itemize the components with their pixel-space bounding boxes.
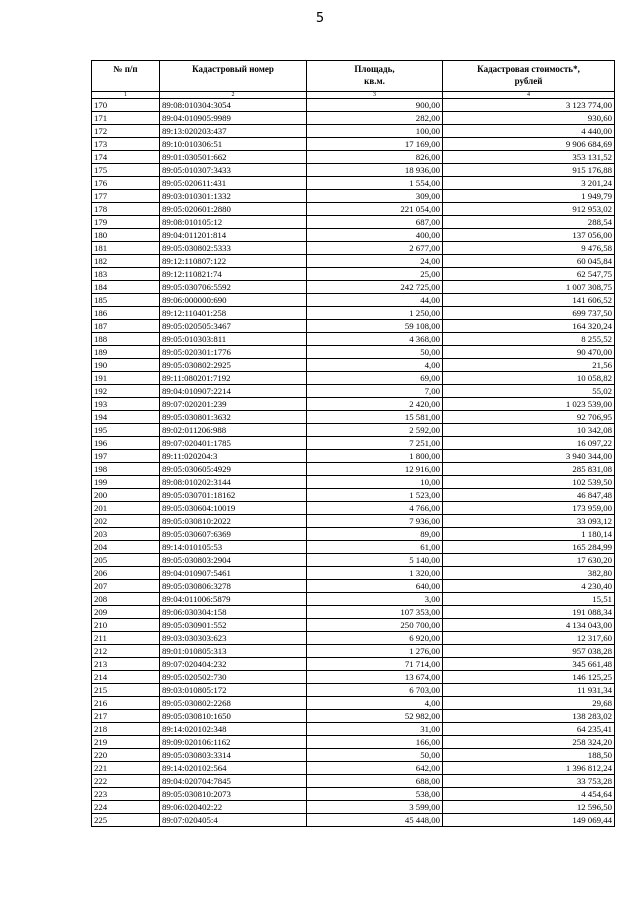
cost-value: 382,80 xyxy=(443,567,615,580)
row-number: 218 xyxy=(92,723,160,736)
table-header-row xyxy=(92,61,615,92)
cost-value: 957 038,28 xyxy=(443,645,615,658)
row-number: 223 xyxy=(92,788,160,801)
area-value: 25,00 xyxy=(307,268,443,281)
row-number: 212 xyxy=(92,645,160,658)
row-number: 209 xyxy=(92,606,160,619)
row-number: 203 xyxy=(92,528,160,541)
kadastr-number: 89:08:010105:12 xyxy=(160,216,307,229)
cost-value: 1 949,79 xyxy=(443,190,615,203)
cost-value: 258 324,20 xyxy=(443,736,615,749)
area-value: 44,00 xyxy=(307,294,443,307)
cost-value: 33 753,28 xyxy=(443,775,615,788)
area-value: 2 677,00 xyxy=(307,242,443,255)
area-value: 1 523,00 xyxy=(307,489,443,502)
kadastr-number: 89:05:030607:6369 xyxy=(160,528,307,541)
table-row xyxy=(92,684,615,697)
table-row xyxy=(92,307,615,320)
table-row xyxy=(92,528,615,541)
area-value: 3 599,00 xyxy=(307,801,443,814)
column-number: 1 xyxy=(92,92,160,99)
area-value: 6 703,00 xyxy=(307,684,443,697)
row-number: 171 xyxy=(92,112,160,125)
table-row xyxy=(92,762,615,775)
area-value: 13 674,00 xyxy=(307,671,443,684)
row-number: 224 xyxy=(92,801,160,814)
table-body xyxy=(92,99,615,827)
cost-value: 55,02 xyxy=(443,385,615,398)
table-row xyxy=(92,346,615,359)
cost-value: 288,54 xyxy=(443,216,615,229)
kadastr-number: 89:05:020601:2880 xyxy=(160,203,307,216)
row-number: 214 xyxy=(92,671,160,684)
row-number: 210 xyxy=(92,619,160,632)
kadastr-number: 89:05:030701:18162 xyxy=(160,489,307,502)
area-value: 6 920,00 xyxy=(307,632,443,645)
cost-value: 4 440,00 xyxy=(443,125,615,138)
row-number: 170 xyxy=(92,99,160,112)
kadastr-number: 89:04:010907:5461 xyxy=(160,567,307,580)
row-number: 185 xyxy=(92,294,160,307)
kadastr-number: 89:05:010307:3433 xyxy=(160,164,307,177)
table-row xyxy=(92,281,615,294)
area-value: 1 320,00 xyxy=(307,567,443,580)
kadastr-number: 89:02:011206:988 xyxy=(160,424,307,437)
area-value: 166,00 xyxy=(307,736,443,749)
table-row xyxy=(92,242,615,255)
row-number: 215 xyxy=(92,684,160,697)
kadastr-number: 89:14:020102:564 xyxy=(160,762,307,775)
area-value: 826,00 xyxy=(307,151,443,164)
table-row xyxy=(92,632,615,645)
table-row xyxy=(92,619,615,632)
kadastr-number: 89:11:080201:7192 xyxy=(160,372,307,385)
kadastr-number: 89:05:030802:2925 xyxy=(160,359,307,372)
kadastr-number: 89:14:010105:53 xyxy=(160,541,307,554)
kadastr-number: 89:06:000000:690 xyxy=(160,294,307,307)
cost-value: 164 320,24 xyxy=(443,320,615,333)
cost-value: 138 283,02 xyxy=(443,710,615,723)
table-row xyxy=(92,437,615,450)
cost-value: 699 737,50 xyxy=(443,307,615,320)
kadastr-number: 89:10:010306:51 xyxy=(160,138,307,151)
area-value: 242 725,00 xyxy=(307,281,443,294)
row-number: 205 xyxy=(92,554,160,567)
area-value: 50,00 xyxy=(307,346,443,359)
table-row xyxy=(92,736,615,749)
cost-value: 16 097,22 xyxy=(443,437,615,450)
row-number: 172 xyxy=(92,125,160,138)
cost-value: 137 056,00 xyxy=(443,229,615,242)
area-value: 642,00 xyxy=(307,762,443,775)
kadastr-number: 89:09:020106:1162 xyxy=(160,736,307,749)
row-number: 191 xyxy=(92,372,160,385)
table-row xyxy=(92,450,615,463)
cost-value: 285 831,08 xyxy=(443,463,615,476)
kadastr-number: 89:05:010303:811 xyxy=(160,333,307,346)
row-number: 200 xyxy=(92,489,160,502)
area-value: 640,00 xyxy=(307,580,443,593)
table-row xyxy=(92,476,615,489)
area-value: 4,00 xyxy=(307,359,443,372)
table-row xyxy=(92,190,615,203)
column-number-row xyxy=(92,92,615,99)
kadastr-number: 89:05:030901:552 xyxy=(160,619,307,632)
kadastr-number: 89:08:010304:3054 xyxy=(160,99,307,112)
row-number: 182 xyxy=(92,255,160,268)
table-row xyxy=(92,814,615,827)
area-value: 3,00 xyxy=(307,593,443,606)
table-row xyxy=(92,359,615,372)
row-number: 175 xyxy=(92,164,160,177)
cost-value: 353 131,52 xyxy=(443,151,615,164)
row-number: 188 xyxy=(92,333,160,346)
kadastr-number: 89:07:020201:239 xyxy=(160,398,307,411)
area-value: 1 554,00 xyxy=(307,177,443,190)
kadastr-number: 89:04:020704:7845 xyxy=(160,775,307,788)
kadastr-number: 89:01:030501:662 xyxy=(160,151,307,164)
cost-value: 92 706,95 xyxy=(443,411,615,424)
cost-value: 4 134 043,00 xyxy=(443,619,615,632)
cost-value: 21,56 xyxy=(443,359,615,372)
kadastr-number: 89:12:110821:74 xyxy=(160,268,307,281)
kadastr-number: 89:05:030803:2904 xyxy=(160,554,307,567)
table-row xyxy=(92,99,615,112)
cost-value: 915 176,88 xyxy=(443,164,615,177)
cost-value: 3 123 774,00 xyxy=(443,99,615,112)
table-row xyxy=(92,645,615,658)
row-number: 217 xyxy=(92,710,160,723)
cost-value: 149 069,44 xyxy=(443,814,615,827)
row-number: 181 xyxy=(92,242,160,255)
area-value: 2 592,00 xyxy=(307,424,443,437)
cost-value: 46 847,48 xyxy=(443,489,615,502)
kadastr-number: 89:13:020203:437 xyxy=(160,125,307,138)
table-row xyxy=(92,671,615,684)
row-number: 221 xyxy=(92,762,160,775)
table-row xyxy=(92,801,615,814)
kadastr-number: 89:04:011006:5879 xyxy=(160,593,307,606)
row-number: 199 xyxy=(92,476,160,489)
table-row xyxy=(92,294,615,307)
cadastral-table xyxy=(91,60,615,827)
row-number: 176 xyxy=(92,177,160,190)
column-number: 4 xyxy=(443,92,615,99)
cost-value: 1 023 539,00 xyxy=(443,398,615,411)
kadastr-number: 89:06:020402:22 xyxy=(160,801,307,814)
cost-value: 173 959,00 xyxy=(443,502,615,515)
cost-value: 345 661,48 xyxy=(443,658,615,671)
kadastr-number: 89:03:010301:1332 xyxy=(160,190,307,203)
cost-value: 3 201,24 xyxy=(443,177,615,190)
table-row xyxy=(92,515,615,528)
row-number: 213 xyxy=(92,658,160,671)
area-value: 1 250,00 xyxy=(307,307,443,320)
row-number: 208 xyxy=(92,593,160,606)
kadastr-number: 89:12:110401:258 xyxy=(160,307,307,320)
row-number: 198 xyxy=(92,463,160,476)
kadastr-number: 89:11:020204:3 xyxy=(160,450,307,463)
row-number: 189 xyxy=(92,346,160,359)
cost-value: 17 630,20 xyxy=(443,554,615,567)
row-number: 173 xyxy=(92,138,160,151)
kadastr-number: 89:07:020404:232 xyxy=(160,658,307,671)
area-value: 4,00 xyxy=(307,697,443,710)
table-row xyxy=(92,372,615,385)
area-value: 71 714,00 xyxy=(307,658,443,671)
kadastr-number: 89:05:030604:10019 xyxy=(160,502,307,515)
table-row xyxy=(92,125,615,138)
table-row xyxy=(92,710,615,723)
kadastr-number: 89:05:030810:2073 xyxy=(160,788,307,801)
table-row xyxy=(92,567,615,580)
area-value: 59 108,00 xyxy=(307,320,443,333)
row-number: 190 xyxy=(92,359,160,372)
area-value: 4 766,00 xyxy=(307,502,443,515)
header-cost: Кадастровая стоимость*, рублей xyxy=(443,61,615,92)
area-value: 400,00 xyxy=(307,229,443,242)
cost-value: 9 476,58 xyxy=(443,242,615,255)
area-value: 107 353,00 xyxy=(307,606,443,619)
cost-value: 146 125,25 xyxy=(443,671,615,684)
kadastr-number: 89:05:020301:1776 xyxy=(160,346,307,359)
table-row xyxy=(92,606,615,619)
row-number: 220 xyxy=(92,749,160,762)
row-number: 183 xyxy=(92,268,160,281)
kadastr-number: 89:01:010805:313 xyxy=(160,645,307,658)
table-row xyxy=(92,749,615,762)
kadastr-number: 89:07:020405:4 xyxy=(160,814,307,827)
table-row xyxy=(92,489,615,502)
row-number: 206 xyxy=(92,567,160,580)
table-row xyxy=(92,320,615,333)
cost-value: 29,68 xyxy=(443,697,615,710)
table-row xyxy=(92,138,615,151)
table-row xyxy=(92,164,615,177)
kadastr-number: 89:05:020611:431 xyxy=(160,177,307,190)
column-number: 3 xyxy=(307,92,443,99)
cost-value: 3 940 344,00 xyxy=(443,450,615,463)
table-row xyxy=(92,788,615,801)
table-row xyxy=(92,697,615,710)
cost-value: 1 396 812,24 xyxy=(443,762,615,775)
area-value: 7,00 xyxy=(307,385,443,398)
kadastr-number: 89:05:030802:2268 xyxy=(160,697,307,710)
cost-value: 1 007 308,75 xyxy=(443,281,615,294)
kadastr-number: 89:05:030605:4929 xyxy=(160,463,307,476)
row-number: 179 xyxy=(92,216,160,229)
row-number: 222 xyxy=(92,775,160,788)
cost-value: 4 230,40 xyxy=(443,580,615,593)
cost-value: 60 045,84 xyxy=(443,255,615,268)
area-value: 17 169,00 xyxy=(307,138,443,151)
table-row xyxy=(92,112,615,125)
table-row xyxy=(92,658,615,671)
cost-value: 90 470,00 xyxy=(443,346,615,359)
kadastr-number: 89:05:030806:3278 xyxy=(160,580,307,593)
area-value: 900,00 xyxy=(307,99,443,112)
kadastr-number: 89:04:010907:2214 xyxy=(160,385,307,398)
table-row xyxy=(92,385,615,398)
row-number: 196 xyxy=(92,437,160,450)
area-value: 1 800,00 xyxy=(307,450,443,463)
area-value: 5 140,00 xyxy=(307,554,443,567)
row-number: 186 xyxy=(92,307,160,320)
table-row xyxy=(92,255,615,268)
row-number: 201 xyxy=(92,502,160,515)
table-row xyxy=(92,463,615,476)
cost-value: 10 342,08 xyxy=(443,424,615,437)
kadastr-number: 89:08:010202:3144 xyxy=(160,476,307,489)
area-value: 31,00 xyxy=(307,723,443,736)
area-value: 52 982,00 xyxy=(307,710,443,723)
area-value: 538,00 xyxy=(307,788,443,801)
table-row xyxy=(92,502,615,515)
cost-value: 930,60 xyxy=(443,112,615,125)
kadastr-number: 89:05:030802:5333 xyxy=(160,242,307,255)
row-number: 193 xyxy=(92,398,160,411)
cost-value: 141 606,52 xyxy=(443,294,615,307)
row-number: 211 xyxy=(92,632,160,645)
table-row xyxy=(92,398,615,411)
kadastr-number: 89:03:030303:623 xyxy=(160,632,307,645)
row-number: 195 xyxy=(92,424,160,437)
area-value: 2 420,00 xyxy=(307,398,443,411)
table-row xyxy=(92,177,615,190)
area-value: 221 054,00 xyxy=(307,203,443,216)
area-value: 688,00 xyxy=(307,775,443,788)
area-value: 18 936,00 xyxy=(307,164,443,177)
kadastr-number: 89:05:030810:2022 xyxy=(160,515,307,528)
row-number: 204 xyxy=(92,541,160,554)
cost-value: 15,51 xyxy=(443,593,615,606)
cost-value: 64 235,41 xyxy=(443,723,615,736)
table-row xyxy=(92,268,615,281)
row-number: 174 xyxy=(92,151,160,164)
area-value: 100,00 xyxy=(307,125,443,138)
table-row xyxy=(92,580,615,593)
area-value: 24,00 xyxy=(307,255,443,268)
cost-value: 62 547,75 xyxy=(443,268,615,281)
cost-value: 4 454,64 xyxy=(443,788,615,801)
cost-value: 33 093,12 xyxy=(443,515,615,528)
kadastr-number: 89:04:010905:9989 xyxy=(160,112,307,125)
cost-value: 12 596,50 xyxy=(443,801,615,814)
row-number: 187 xyxy=(92,320,160,333)
kadastr-number: 89:03:010805:172 xyxy=(160,684,307,697)
kadastr-number: 89:14:020102:348 xyxy=(160,723,307,736)
table-row xyxy=(92,229,615,242)
area-value: 282,00 xyxy=(307,112,443,125)
area-value: 61,00 xyxy=(307,541,443,554)
row-number: 207 xyxy=(92,580,160,593)
cost-value: 11 931,34 xyxy=(443,684,615,697)
table-row xyxy=(92,554,615,567)
cost-value: 10 058,82 xyxy=(443,372,615,385)
kadastr-number: 89:07:020401:1785 xyxy=(160,437,307,450)
table-row xyxy=(92,216,615,229)
row-number: 177 xyxy=(92,190,160,203)
row-number: 178 xyxy=(92,203,160,216)
table-row xyxy=(92,424,615,437)
row-number: 197 xyxy=(92,450,160,463)
cost-value: 188,50 xyxy=(443,749,615,762)
table-row xyxy=(92,151,615,164)
row-number: 216 xyxy=(92,697,160,710)
table-row xyxy=(92,775,615,788)
table-row xyxy=(92,593,615,606)
cost-value: 1 180,14 xyxy=(443,528,615,541)
header-area: Площадь, кв.м. xyxy=(307,61,443,92)
row-number: 194 xyxy=(92,411,160,424)
kadastr-number: 89:05:030803:3314 xyxy=(160,749,307,762)
kadastr-number: 89:05:020505:3467 xyxy=(160,320,307,333)
header-kadastr-number: Кадастровый номер xyxy=(160,61,307,92)
kadastr-number: 89:05:030810:1650 xyxy=(160,710,307,723)
cost-value: 12 317,60 xyxy=(443,632,615,645)
table-row xyxy=(92,203,615,216)
row-number: 202 xyxy=(92,515,160,528)
area-value: 7 251,00 xyxy=(307,437,443,450)
cost-value: 912 953,02 xyxy=(443,203,615,216)
kadastr-number: 89:05:030706:5592 xyxy=(160,281,307,294)
row-number: 180 xyxy=(92,229,160,242)
area-value: 15 581,00 xyxy=(307,411,443,424)
kadastr-number: 89:06:030304:158 xyxy=(160,606,307,619)
area-value: 4 368,00 xyxy=(307,333,443,346)
area-value: 250 700,00 xyxy=(307,619,443,632)
cost-value: 191 088,34 xyxy=(443,606,615,619)
cost-value: 9 906 684,69 xyxy=(443,138,615,151)
table-row xyxy=(92,333,615,346)
area-value: 89,00 xyxy=(307,528,443,541)
area-value: 12 916,00 xyxy=(307,463,443,476)
page-number: 5 xyxy=(315,11,325,26)
area-value: 45 448,00 xyxy=(307,814,443,827)
row-number: 225 xyxy=(92,814,160,827)
cost-value: 165 284,99 xyxy=(443,541,615,554)
table-row xyxy=(92,723,615,736)
area-value: 10,00 xyxy=(307,476,443,489)
row-number: 192 xyxy=(92,385,160,398)
kadastr-number: 89:05:020502:730 xyxy=(160,671,307,684)
row-number: 219 xyxy=(92,736,160,749)
area-value: 50,00 xyxy=(307,749,443,762)
column-number: 2 xyxy=(160,92,307,99)
area-value: 1 276,00 xyxy=(307,645,443,658)
header-num: № п/п xyxy=(92,61,160,92)
table-row xyxy=(92,541,615,554)
area-value: 7 936,00 xyxy=(307,515,443,528)
cost-value: 102 539,50 xyxy=(443,476,615,489)
row-number: 184 xyxy=(92,281,160,294)
area-value: 69,00 xyxy=(307,372,443,385)
kadastr-number: 89:05:030801:3632 xyxy=(160,411,307,424)
kadastr-number: 89:12:110807:122 xyxy=(160,255,307,268)
area-value: 687,00 xyxy=(307,216,443,229)
table-row xyxy=(92,411,615,424)
area-value: 309,00 xyxy=(307,190,443,203)
cost-value: 8 255,52 xyxy=(443,333,615,346)
kadastr-number: 89:04:011201:814 xyxy=(160,229,307,242)
